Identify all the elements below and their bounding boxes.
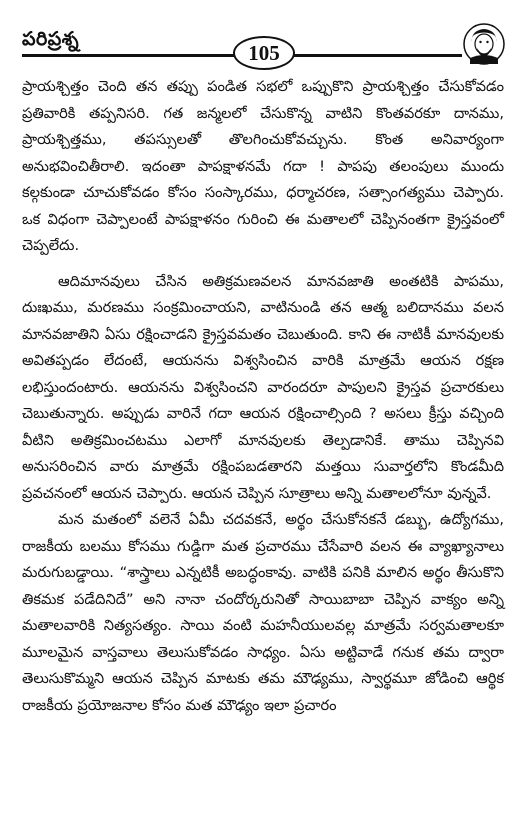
paragraph: ఆదిమానవులు చేసిన అతిక్రమణవలన మానవజాతి అంతటికి పాపము, దుఃఖము, మరణము సంక్రమించాయని, వాటినుండి తన ఆత్మ బలిదానము వలన మానవజాతిని ఏసు రక్షించాడని క్రైస్తవమతం చెబుతుంది. కాని ఈ నాటికీ మానవులకు అవితప్పడం లేదంటే, ఆయనను విశ్వసించిన వారికి మాత్రమే ఆయన రక్షణ లభిస్తుందంటారు. ఆయనను విశ్వసించని వారందరూ పాపులని క్రైస్తవ ప్రచారకులు చెబుతున్నారు. అప్పుడు వారినే గదా ఆయన రక్షించాల్సింది ? అసలు క్రీస్తు వచ్చింది వీటిని అతిక్రమించటము ఎలాగో మానవులకు తెల్పడానికే. తాము చెప్పినవి అనుసరించిన వారు మాత్రమే రక్షింపబడతారని మత్తయి సువార్తలోని కొండమీది ప్రవచనంలో ఆయన చెప్పారు. ఆయన చెప్పిన సూత్రాలు అన్ని మతాలలోనూ వున్నవే. (22, 272, 504, 502)
page-header (0, 0, 520, 64)
body-text (22, 74, 504, 719)
paragraph: మన మతంలో వలెనే ఏమీ చదవకనే, అర్థం చేసుకోనకనే డబ్బు, ఉద్యోగము, రాజకీయ బలము కోసము గుడ్డిగా మత ప్రచారము చేసేవారి వలన ఈ వ్యాఖ్యానాలు మరుగుబడ్డాయి. “శాస్త్రాలు ఎన్నటికీ అబద్ధంకావు. వాటికి పనికి మాలిన అర్థం తీసుకొని తికమక పడేదినిదే” అని నానా చందోర్కరునితో సాయిబాబా చెప్పిన వాక్యం అన్ని మతాలవారికి నిత్యసత్యం. సాయి వంటి మహనీయులవల్ల మాత్రమే సర్వమతాలకూ మూలమైన వాస్తవాలు తెలుసుకోవడం సాధ్యం. ఏసు అట్టివాడే గనుక తమ ద్వారా తెలుసుకొమ్మని ఆయన చెప్పిన మాటకు తమ మౌఢ్యము, స్వార్థమూ జోడించి ఆర్థిక రాజకీయ ప్రయోజనాల కోసం మత మౌఢ్యం ఇలా ప్రచారం (22, 511, 504, 714)
page-number-badge: 105 (233, 36, 295, 70)
running-title: పరిప్రశ్న (22, 28, 80, 50)
paragraph: ప్రాయశ్చిత్తం చెంది తన తప్పు పండిత సభలో ఒప్పుకొని ప్రాయశ్చిత్తం చేసుకోవడం ప్రతివారికి తప్పనిసరి. గత జన్మలలో చేసుకొన్న వాటిని కొంతవరకూ దానము, ప్రాయశ్చిత్తము, తపస్సులతో తొలగించుకోవచ్చును. కొంత అనివార్యంగా అనుభవించితీరాలి. ఇదంతా పాపక్షాళనమే గదా ! పాపపు తలంపులు ముందు కల్గకుండా చూచుకోవడం కోసం సంస్కారము, ధర్మాచరణ, సత్సాంగత్యము చెప్పారు. ఒక విధంగా చెప్పాలంటే పాపక్షాళనం గురించి ఈ మతాలలో చెప్పినంతగా క్రైస్తవంలో చెప్పలేదు. (22, 78, 504, 254)
sai-baba-portrait-icon (462, 22, 506, 66)
